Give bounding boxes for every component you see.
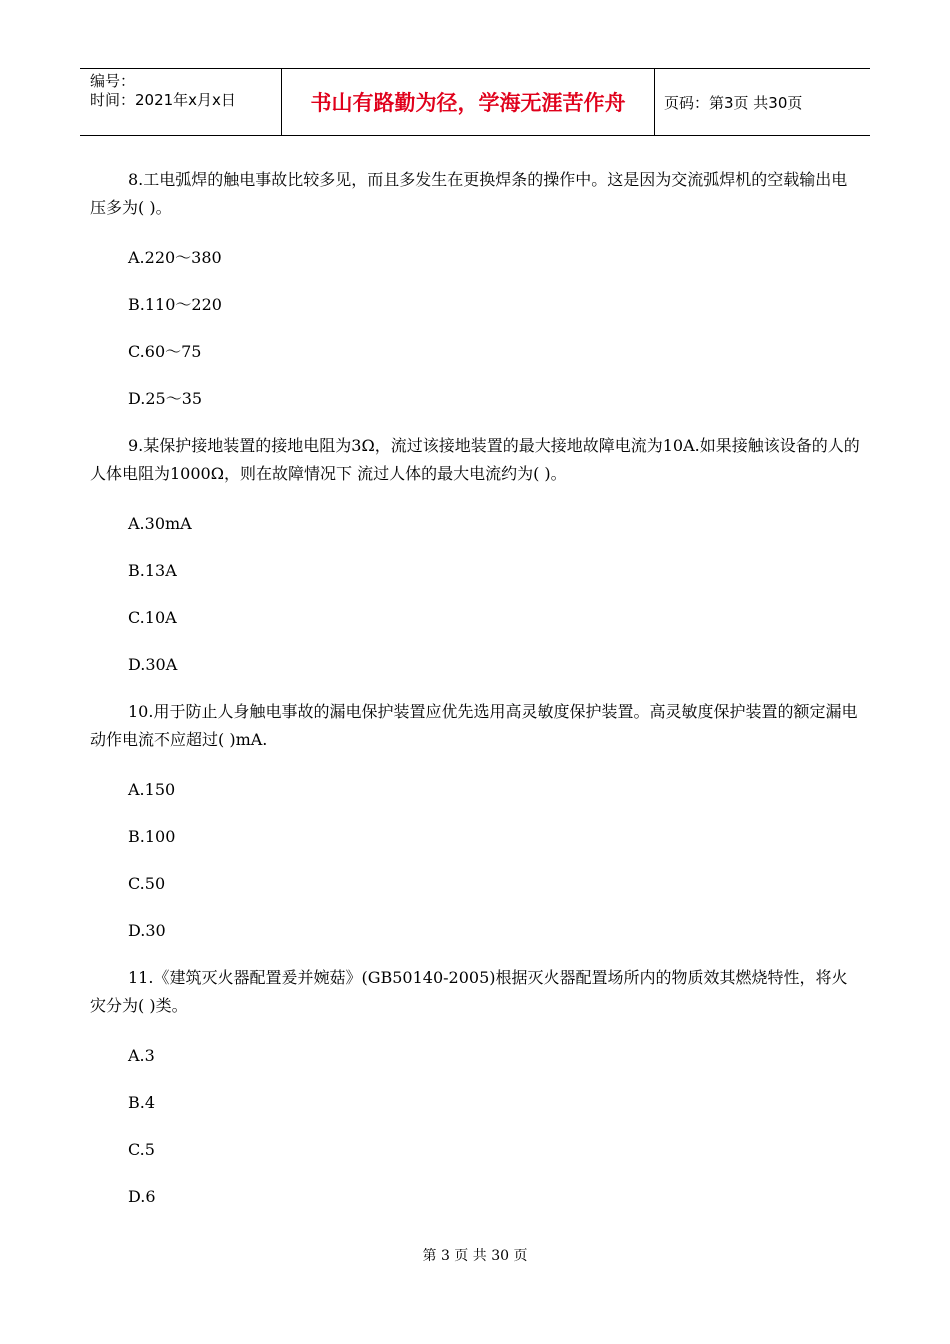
question-block (90, 964, 860, 1211)
header-divider-right (654, 68, 655, 136)
question-block (90, 166, 860, 413)
option-b: B.4 (128, 1093, 156, 1112)
header-page-info: 页码：第3页 共30页 (664, 93, 803, 112)
option-c: C.50 (128, 874, 166, 893)
option-b: B.110～220 (128, 295, 222, 314)
question-text: 10.用于防止人身触电事故的漏电保护装置应优先选用高灵敏度保护装置。高灵敏度保护装置的额定漏电动作电流不应超过( )mA. (90, 702, 858, 749)
option-d: D.6 (128, 1187, 156, 1206)
option-d: D.25～35 (128, 389, 203, 408)
header-motto: 书山有路勤为径，学海无涯苦作舟 (310, 91, 626, 115)
option-c: C.60～75 (128, 342, 202, 361)
question-text: 11.《建筑灭火器配置爰并婉菇》(GB50140-2005)根据灭火器配置场所内的物质效其燃烧特性，将火灾分为( )类。 (90, 968, 848, 1015)
option-a: A.30mA (128, 514, 192, 533)
option-c: C.10A (128, 608, 177, 627)
page-footer: 第 3 页 共 30 页 (422, 1248, 528, 1264)
option-a: A.150 (128, 780, 176, 799)
question-block (90, 698, 860, 945)
document-date: 时间：2021年x月x日 (90, 91, 236, 109)
question-list (90, 166, 860, 1230)
document-number-label: 编号： (90, 72, 136, 90)
option-b: B.100 (128, 827, 176, 846)
option-d: D.30 (128, 921, 166, 940)
question-text: 8.工电弧焊的触电事故比较多见，而且多发生在更换焊条的操作中。这是因为交流弧焊机的空载输出电压多为( )。 (90, 170, 848, 217)
option-a: A.3 (128, 1046, 155, 1065)
option-c: C.5 (128, 1140, 155, 1159)
option-b: B.13A (128, 561, 177, 580)
question-text: 9.某保护接地装置的接地电阻为3Ω，流过该接地装置的最大接地故障电流为10A.如果接触该设备的人的人体电阻为1000Ω，则在故障情况下 流过人体的最大电流约为( )。 (90, 436, 860, 483)
option-a: A.220～380 (128, 248, 222, 267)
option-d: D.30A (128, 655, 178, 674)
header-meta (90, 72, 236, 110)
question-block (90, 432, 860, 679)
